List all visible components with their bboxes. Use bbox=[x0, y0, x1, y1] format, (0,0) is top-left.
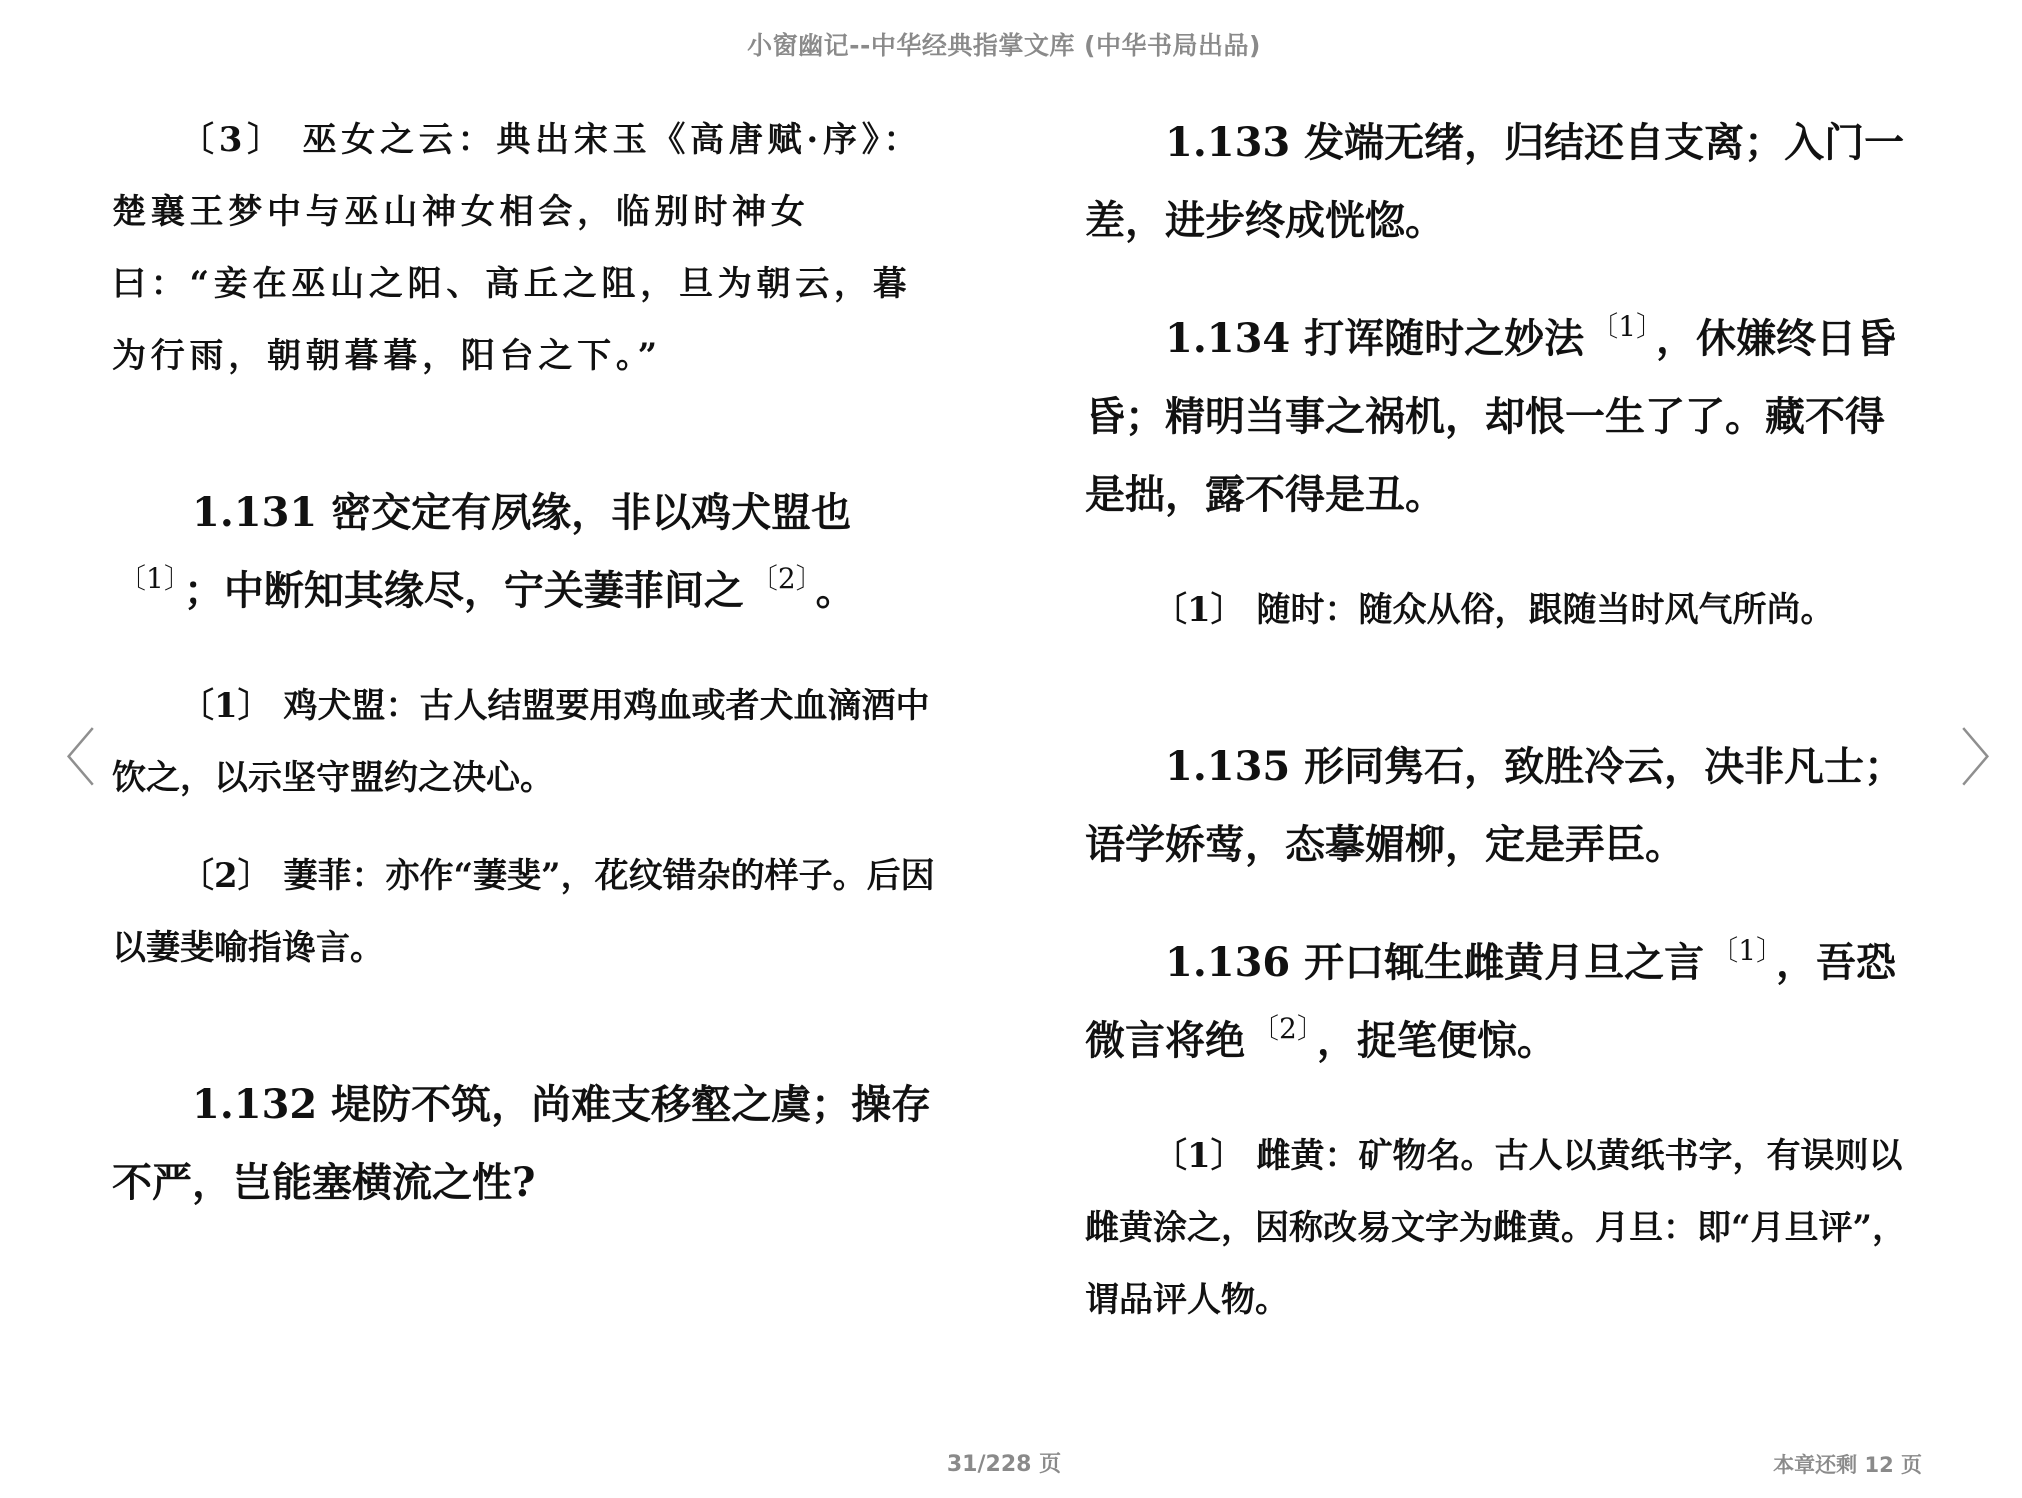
spacer bbox=[112, 630, 947, 670]
entry-1-133: 1.133 发端无绪，归结还自支离；入门一差，进步终成恍惚。 bbox=[1085, 119, 1905, 244]
entry-1-131 bbox=[112, 474, 947, 630]
footnote-ref-2[interactable]: 〔2〕 bbox=[1251, 1012, 1311, 1045]
spacer bbox=[1085, 260, 1920, 300]
chapter-remaining: 本章还剩 12 页 bbox=[1773, 1453, 1922, 1477]
footnote-ref-1[interactable]: 〔1〕 bbox=[1590, 310, 1651, 343]
entry-text: 。 bbox=[815, 567, 856, 614]
right-page-column bbox=[1085, 104, 1920, 1336]
spacer bbox=[1085, 646, 1920, 728]
footnote-3: 〔3〕 巫女之云：典出宋玉《高唐赋·序》：楚襄王梦中与巫山神女相会，临别时神女曰：“妾在巫山之阳、高丘之阻，旦为朝云，暮为行雨，朝朝暮暮，阳台之下。” bbox=[112, 120, 923, 376]
entry-text: ，休嫌终日昏昏；精明当事之祸机，却恨一生了了。藏不得是拙，露不得是丑。 bbox=[1085, 315, 1897, 518]
entry-text: 1.131 密交定有夙缘，非以鸡犬盟也 bbox=[192, 489, 852, 536]
spacer bbox=[1085, 534, 1920, 574]
entry-text: 1.134 打诨随时之妙法 bbox=[1165, 315, 1585, 362]
footnote-134-1: 〔1〕 随时：随众从俗，跟随当时风气所尚。 bbox=[1153, 590, 1835, 630]
spacer bbox=[112, 814, 947, 840]
spacer bbox=[1085, 1080, 1920, 1120]
book-title: 小窗幽记--中华经典指掌文库 (中华书局出品) bbox=[747, 31, 1261, 60]
entry-text: ，捉笔便惊。 bbox=[1316, 1017, 1557, 1064]
prev-page-arrow-icon[interactable]: 〈 bbox=[34, 722, 97, 795]
spacer bbox=[1085, 884, 1920, 924]
left-page-column bbox=[112, 104, 947, 1222]
entry-1-134 bbox=[1085, 300, 1920, 534]
entry-text: 1.136 开口辄生雌黄月旦之言 bbox=[1165, 939, 1705, 986]
entry-text: ，吾恐微言将绝 bbox=[1085, 939, 1897, 1064]
footnote-ref-2[interactable]: 〔2〕 bbox=[749, 562, 810, 595]
footnote-131-2: 〔2〕 萋菲：亦作“萋斐”，花纹错杂的样子。后因以萋斐喻指谗言。 bbox=[112, 856, 935, 968]
spacer bbox=[112, 984, 947, 1066]
next-page-arrow-icon[interactable]: 〉 bbox=[1960, 722, 2022, 795]
page-indicator: 31/228 页 bbox=[946, 1452, 1062, 1477]
entry-1-136 bbox=[1085, 924, 1920, 1080]
entry-1-135: 1.135 形同隽石，致胜冷云，决非凡士；语学娇莺，态摹媚柳，定是弄臣。 bbox=[1085, 743, 1905, 868]
entry-text: ；中断知其缘尽，宁关萋菲间之 bbox=[183, 567, 744, 614]
entry-1-132: 1.132 堤防不筑，尚难支移壑之虞；操存不严，岂能塞横流之性? bbox=[112, 1081, 932, 1206]
footnote-ref-1[interactable]: 〔1〕 bbox=[118, 562, 178, 595]
footnote-131-1: 〔1〕 鸡犬盟：古人结盟要用鸡血或者犬血滴酒中饮之，以示坚守盟约之决心。 bbox=[112, 686, 930, 798]
footnote-ref-1[interactable]: 〔1〕 bbox=[1710, 934, 1771, 967]
spacer bbox=[112, 392, 947, 474]
footnote-136-1: 〔1〕 雌黄：矿物名。古人以黄纸书字，有误则以雌黄涂之，因称改易文字为雌黄。月旦：即“月旦评”，谓品评人物。 bbox=[1085, 1136, 1907, 1320]
